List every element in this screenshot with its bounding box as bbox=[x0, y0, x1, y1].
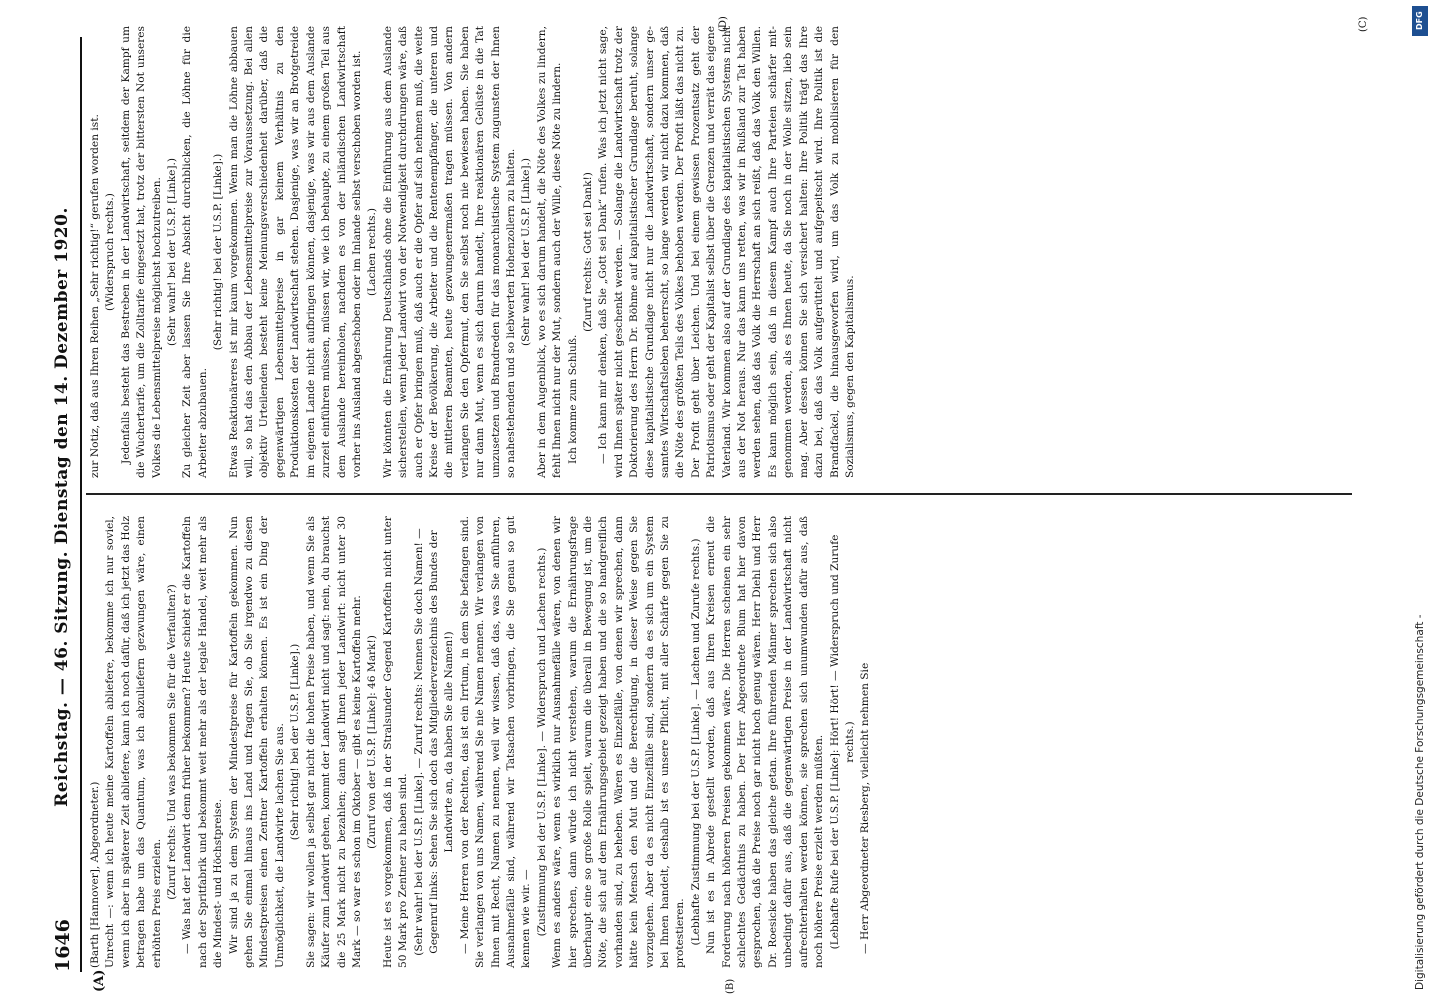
page-header bbox=[52, 42, 78, 972]
page-number: 1646 bbox=[52, 919, 74, 972]
interjection: (Zustimmung bei der U.S.P. [Linke]. — Widerspruch und Lachen rechts.) bbox=[535, 547, 548, 937]
interjection: (Widerspruch rechts.) bbox=[104, 193, 117, 311]
paragraph: Zu gleicher Zeit aber lassen Sie Ihre Absicht durchblicken, die Löhne für die Arbeiter abzubauen. bbox=[181, 26, 209, 478]
interjection: (Sehr wahr! bei der U.S.P. [Linke].) bbox=[166, 157, 179, 347]
running-title: Reichstag. — 46. Sitzung. Dienstag den 14. Dezember 1920. bbox=[52, 207, 72, 807]
margin-mark-c: (C) bbox=[1358, 16, 1369, 32]
paragraph: — Was hat der Landwirt denn früher bekommen? Heute schiebt er die Kartoffeln nach der Spritfabrik und bekommt weit mehr als der legale Handel, weit mehr als die Mindest- und Höchstpreise. bbox=[181, 516, 225, 968]
header-rule bbox=[80, 37, 82, 972]
right-column bbox=[88, 26, 858, 478]
paragraph: Nun ist es in Abrede gestellt worden, daß aus Ihren Kreisen erneut die Forderung nach höheren Preisen gekommen wäre. Die Herren scheinen ein sehr schlechtes Gedächtnis zu haben. Der Herr Abgeordnete Blum hat hier davon gesprochen, daß die Preise noch gar nicht hoch genug wären. Herr Diehl und Herr Dr. Roesicke haben das gleiche getan. Ihre führenden Männer sprechen sich also unbedingt dafür aus, daß die gegenwärtigen Preise in der Landwirtschaft nicht aufrechterhalten werden können, sie sprechen sich unumwunden dafür aus, daß noch höhere Preise erzielt werden müßten. bbox=[705, 516, 826, 968]
interjection: (Sehr wahr! bei der U.S.P. [Linke]. — Zuruf rechts: Nennen Sie doch Namen! — Gegenruf links: Sehen Sie sich doch das Mitgliederverzeichnis des Bundes der Landwirte an, da haben Sie alle Namen!) bbox=[412, 528, 456, 956]
paragraph: zur Notiz, daß aus Ihren Reihen „Sehr richtig!“ gerufen worden ist. bbox=[89, 114, 101, 478]
paragraph: Jedenfalls besteht das Bestreben in der Landwirtschaft, seitdem der Kampf um die Wuchertarife, um die Zolltarife eingesetzt hat, trotz der bittersten Not unseres Volkes die Lebensmittelpreise möglichst hochzutreiben. bbox=[119, 26, 163, 478]
margin-mark-b: (B) bbox=[725, 978, 736, 994]
interjection: (Lachen rechts.) bbox=[366, 208, 379, 296]
interjection: (Sehr richtig! bei der U.S.P. [Linke].) bbox=[289, 643, 302, 841]
interjection: (Lebhafte Rufe bei der U.S.P. [Linke]: Hört! Hört! — Widerspruch und Zurufe rechts.) bbox=[828, 534, 856, 950]
digitization-credit bbox=[1410, 0, 1430, 1000]
paragraph: — Meine Herren von der Rechten, das ist ein Irrtum, in dem Sie befangen sind. Sie verlangen von uns Namen, während Sie nie Namen nennen. Wir verlangen von Ihnen mit Recht, Namen zu nennen, weil wir wissen, daß das, was Sie anführen, Ausnahmefälle sind, während wir Tatsachen vorbringen, die Sie genau so gut kennen wie wir. — bbox=[458, 516, 533, 968]
paragraph: (Barth [Hannover], Abgeordneter.) bbox=[89, 781, 101, 968]
margin-mark-d: (D) bbox=[718, 16, 729, 32]
left-column bbox=[88, 516, 874, 968]
paragraph: Etwas Reaktionäreres ist mir kaum vorgekommen. Wenn man die Löhne abbauen will, so hat das den Abbau der Lebensmittelpreise zur Voraussetzung. Bei allen objektiv Urteilenden besteht keine Meinungsverschiedenheit darüber, daß die gegenwärtigen Lebensmittelpreise in gar keinem Verhältnis zu den Produktionskosten der Landwirtschaft stehen. Dasjenige, was wir an Brotgetreide im eigenen Lande nicht aufbringen können, dasjenige, was wir aus dem Auslande zurzeit einführen müssen, müssen wir, wie ich behaupte, zu einem großen Teil aus dem Auslande hereinholen, nachdem es von der inländischen Landwirtschaft vorher ins Ausland abgeschoben oder im Inlande selbst verschoben worden ist. bbox=[227, 26, 363, 478]
paragraph: — Ich kann mir denken, daß Sie „Gott sei Dank“ rufen. Was ich jetzt nicht sage, wird Ihnen später nicht geschenkt werden. — Solange die Landwirtschaft trotz der Doktorierung des Herrn Dr. Böhme auf kapitalistischer Grundlage beruht, solange diese kapitalistische Grundlage nicht nur die Landwirtschaft, sondern unser gesamtes Wirtschaftsleben beherrscht, so lange werden wir nicht dazu kommen, daß die Nöte des größten Teils des Volkes behoben werden. Der Profit läßt das nicht zu. Der Profit geht über Leichen. Und bei einem gewissen Prozentsatz geht der Patriotismus oder geht der Kapitalist selbst über die Grenzen und verrät das eigene Vaterland. Wir kommen also auf der Grundlage des kapitalistischen Systems nicht aus der Not heraus. Nur das kann uns retten, was wir in Rußland zur Tat haben werden sehen, daß das Volk die Herrschaft an sich reißt, daß das Volk den Willen. Es kann möglich sein, daß in diesem Kampf auch Ihre Parteien schärfer mitgenommen werden, als es Ihnen heute, da Sie noch in der Wolle sitzen, lieb sein mag. Aber dessen können Sie sich versichert halten: Ihre Politik trägt das Ihre dazu bei, daß das Volk aufgerüttelt und aufgepeitscht wird. Ihre Politik ist die Brandfackel, die hinausgeworfen wird, um das Volk zu mobilisieren für den Sozialismus, gegen den Kapitalismus. bbox=[597, 26, 856, 478]
paragraph: — Herr Abgeordneter Riesberg, vielleicht nehmen Sie bbox=[859, 662, 872, 954]
interjection: (Sehr richtig! bei der U.S.P. [Linke].) bbox=[212, 153, 225, 351]
interjection: (Zuruf von der U.S.P. [Linke]: 46 Mark!) bbox=[366, 635, 379, 849]
dfg-logo: DFG bbox=[1412, 6, 1428, 36]
paragraph: Aber in dem Augenblick, wo es sich darum handelt, die Nöte des Volkes zu lindern, fehlt Ihnen nicht nur der Mut, sondern auch der Wille, diese Nöte zu lindern. bbox=[535, 26, 564, 478]
paragraph: Sie sagen: wir wollen ja selbst gar nicht die hohen Preise haben, und wenn Sie als Käufer zum Landwirt gehen, kommt der Landwirt nicht und sagt: nein, du brauchst die 25 Mark nicht zu bezahlen; dann sagt Ihnen jeder Landwirt: nicht unter 30 Mark — so war es schon im Oktober — gibt es keine Kartoffeln mehr. bbox=[304, 516, 363, 968]
paragraph: Wir könnten die Ernährung Deutschlands ohne die Einführung aus dem Auslande sicherstellen, wenn jeder Landwirt von der Notwendigkeit durchdrungen wäre, daß auch er Opfer bringen muß, daß auch er die Opfer auf sich nehmen muß, die weite Kreise der Bevölkerung, die Arbeiter und die Rentenempfänger, die unteren und die mittleren Beamten, heute gezwungenermaßen tragen müssen. Von andern verlangen Sie den Opfermut, den Sie selbst noch nie bewiesen haben. Sie haben nur dann Mut, wenn es sich darum handelt, Ihre reaktionären Gelüste in die Tat umzusetzen und Brandreden für das monarchistische System zugunsten der Ihnen so nahestehenden und so liebwerten Hohenzollern zu halten. bbox=[381, 26, 517, 478]
margin-mark-a: (A) bbox=[92, 969, 107, 992]
column-divider bbox=[86, 493, 1352, 495]
paragraph: Heute ist es vorgekommen, daß in der Stralsunder Gegend Kartoffeln nicht unter 50 Mark pro Zentner zu haben sind. bbox=[381, 516, 410, 968]
paragraph: Unrecht —: wenn ich heute meine Kartoffeln abliefere, bekomme ich nur soviel, wenn ich aber in späterer Zeit abliefere, kann ich noch dafür, daß ich jetzt das Holz betragen habe um das Quantum, was ich abzuliefern gezwungen wäre, einen erhöhten Preis erzielen. bbox=[104, 516, 163, 968]
interjection: (Zuruf rechts: Und was bekommen Sie für die Verfaulten?) bbox=[166, 584, 179, 900]
credit-text: Digitalisierung gefördert durch die Deutsche Forschungsgemeinschaft - bbox=[1414, 614, 1426, 990]
interjection: (Lebhafte Zustimmung bei der U.S.P. [Linke]. — Lachen und Zurufe rechts.) bbox=[689, 538, 702, 946]
paragraph: Wir sind ja zu dem System der Mindestpreise für Kartoffeln gekommen. Nun gehen Sie einmal hinaus ins Land und fragen Sie, ob Sie irgendwo zu diesen Mindestpreisen einen Zentner Kartoffeln erhalten können. Es ist ein Ding der Unmöglichkeit, die Landwirte lachen Sie aus. bbox=[227, 516, 286, 968]
interjection: (Zuruf rechts: Gott sei Dank!) bbox=[582, 172, 594, 332]
interjection: (Sehr wahr! bei der U.S.P. [Linke].) bbox=[520, 157, 533, 347]
paragraph: Ich komme zum Schluß. bbox=[566, 334, 579, 464]
paragraph: Wenn es anders wäre, wenn es wirklich nur Ausnahmefälle wären, von denen wir hier sprechen, dann würde ich nicht verstehen, warum die Ernährungsfrage überhaupt eine so große Rolle spielt, warum die überall in Bewegung ist, um die Nöte, die sich auf dem Ernährungsgebiet gezeigt haben und die so handgreiflich vorhanden sind, zu beheben. Wären es Einzelfälle, von denen wir sprechen, dann hätte kein Mensch den Mut und die Berechtigung, in dieser Weise gegen Sie vorzugehen. Aber da es nicht Einzelfälle sind, sondern da es sich um ein System bei Ihnen handelt, deshalb ist es unsere Pflicht, mit aller Schärfe gegen Sie zu protestieren. bbox=[551, 516, 687, 968]
